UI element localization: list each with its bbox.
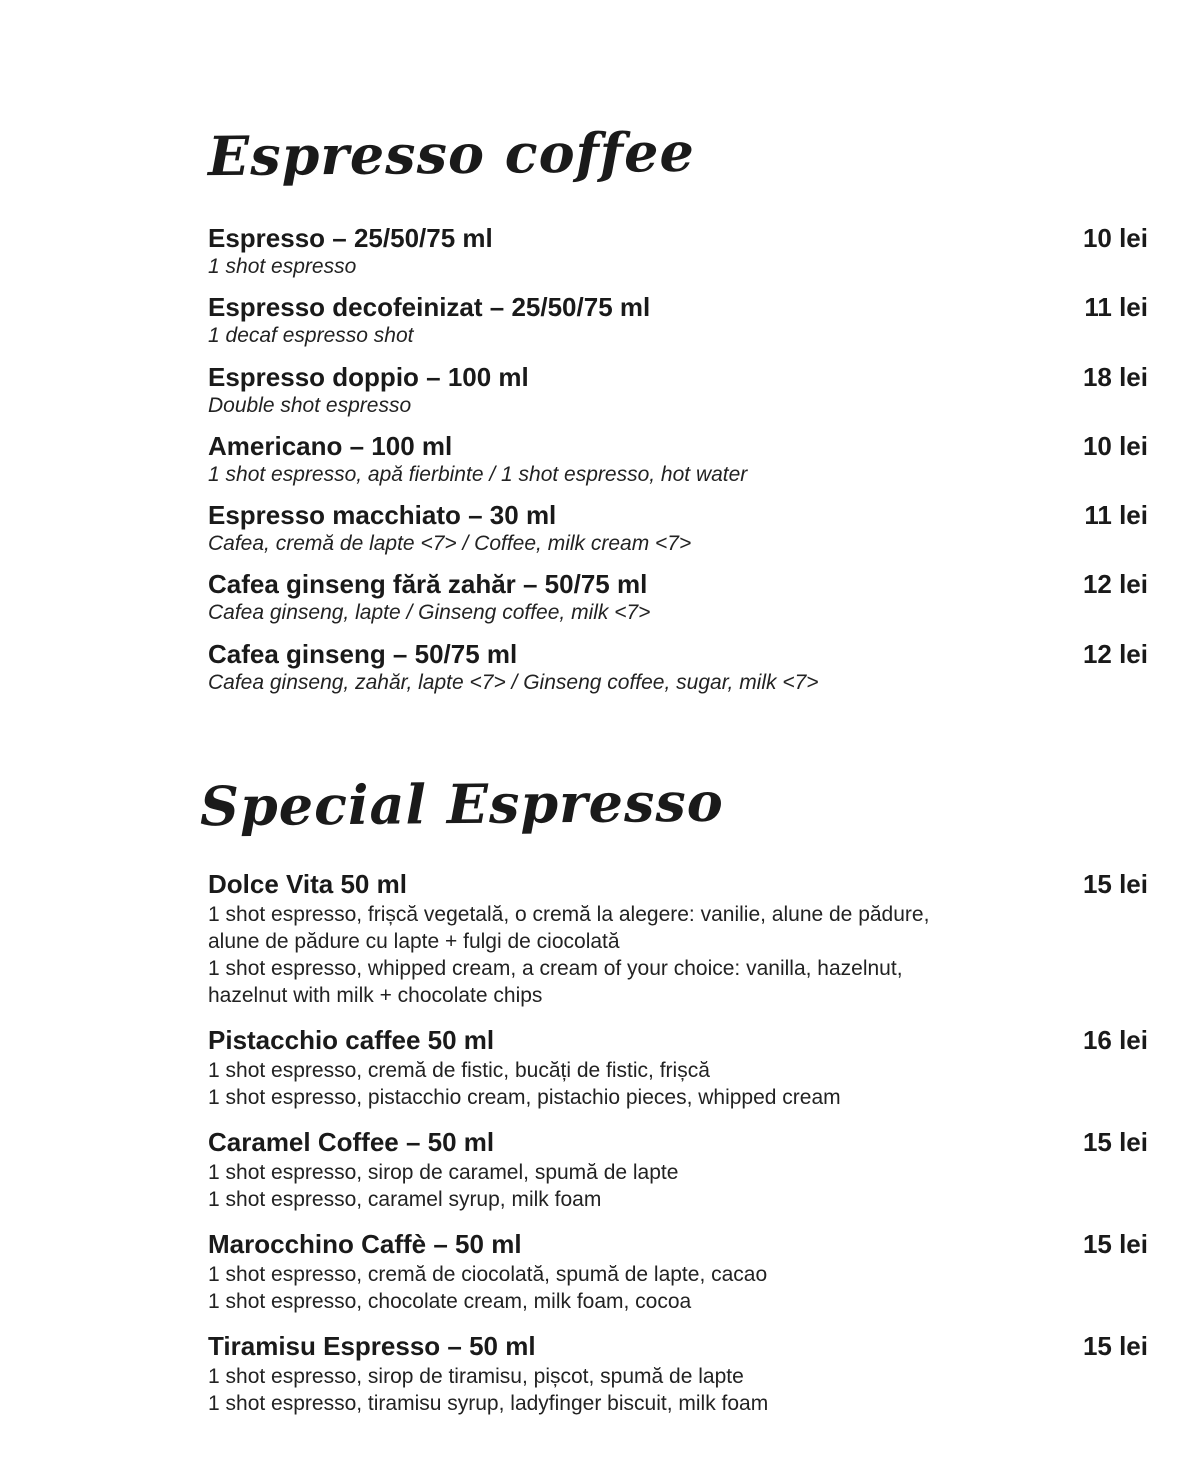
menu-item bbox=[208, 1329, 1148, 1417]
item-price: 15 lei bbox=[1082, 1229, 1148, 1259]
menu-item bbox=[208, 1125, 1148, 1213]
item-name: Espresso decofeinizat – 25/50/75 ml bbox=[208, 292, 651, 323]
menu-item bbox=[208, 1227, 1148, 1315]
item-price: 16 lei bbox=[1082, 1025, 1148, 1055]
section-title-special-espresso: Special Espresso bbox=[199, 769, 725, 839]
item-description: Cafea ginseng, zahăr, lapte <7> / Ginseng coffee, sugar, milk <7> bbox=[208, 670, 819, 694]
item-description-ro: 1 shot espresso, cremă de fistic, bucăți de fistic, frișcă bbox=[208, 1059, 710, 1082]
menu-list-espresso-coffee bbox=[208, 221, 1148, 706]
item-name: Espresso macchiato – 30 ml bbox=[208, 500, 557, 531]
item-name: Tiramisu Espresso – 50 ml bbox=[208, 1331, 536, 1361]
item-description-en: 1 shot espresso, pistacchio cream, pistachio pieces, whipped cream bbox=[208, 1086, 841, 1109]
item-price: 12 lei bbox=[1082, 638, 1148, 669]
item-description-en: 1 shot espresso, caramel syrup, milk foam bbox=[208, 1188, 602, 1211]
menu-item bbox=[208, 567, 1148, 636]
menu-list-special-espresso bbox=[208, 867, 1148, 1431]
item-name: Caramel Coffee – 50 ml bbox=[208, 1127, 495, 1157]
item-price: 10 lei bbox=[1082, 430, 1148, 461]
item-description: Double shot espresso bbox=[208, 393, 412, 417]
item-price: 10 lei bbox=[1082, 223, 1148, 253]
item-description: 1 shot espresso bbox=[208, 255, 357, 278]
item-description-ro: 1 shot espresso, sirop de caramel, spumă de lapte bbox=[208, 1161, 679, 1184]
item-price: 18 lei bbox=[1082, 361, 1148, 392]
item-price: 15 lei bbox=[1082, 1127, 1148, 1157]
item-description-ro: alune de pădure cu lapte + fulgi de ciocolată bbox=[208, 930, 620, 953]
item-name: Marocchino Caffè – 50 ml bbox=[208, 1229, 522, 1259]
menu-item bbox=[208, 360, 1148, 429]
menu-item bbox=[208, 429, 1148, 498]
item-description: Cafea ginseng, lapte / Ginseng coffee, milk <7> bbox=[208, 601, 651, 625]
item-name: Espresso – 25/50/75 ml bbox=[208, 223, 493, 253]
item-description: 1 shot espresso, apă fierbinte / 1 shot espresso, hot water bbox=[208, 462, 748, 486]
item-description-ro: 1 shot espresso, cremă de ciocolată, spumă de lapte, cacao bbox=[208, 1263, 768, 1286]
item-name: Pistacchio caffee 50 ml bbox=[208, 1025, 495, 1055]
item-price: 11 lei bbox=[1084, 292, 1148, 323]
item-description: Cafea, cremă de lapte <7> / Coffee, milk cream <7> bbox=[208, 532, 692, 556]
item-price: 11 lei bbox=[1084, 500, 1148, 531]
item-description-ro: 1 shot espresso, sirop de tiramisu, pișcot, spumă de lapte bbox=[208, 1365, 744, 1388]
item-name: Dolce Vita 50 ml bbox=[208, 869, 407, 899]
item-description-en: 1 shot espresso, tiramisu syrup, ladyfinger biscuit, milk foam bbox=[208, 1392, 769, 1415]
item-price: 15 lei bbox=[1082, 1331, 1148, 1361]
item-description-en: 1 shot espresso, chocolate cream, milk foam, cocoa bbox=[208, 1290, 692, 1313]
item-price: 12 lei bbox=[1082, 569, 1148, 600]
menu-item bbox=[208, 867, 1148, 1009]
item-name: Americano – 100 ml bbox=[208, 430, 453, 461]
section-title-espresso-coffee: Espresso coffee bbox=[207, 119, 696, 189]
item-description-en: 1 shot espresso, whipped cream, a cream of your choice: vanilla, hazelnut, bbox=[208, 957, 903, 980]
item-description: 1 decaf espresso shot bbox=[208, 324, 414, 348]
item-price: 15 lei bbox=[1082, 869, 1148, 899]
menu-item bbox=[208, 498, 1148, 567]
item-description-en: hazelnut with milk + chocolate chips bbox=[208, 984, 543, 1007]
item-name: Espresso doppio – 100 ml bbox=[208, 361, 529, 392]
menu-item bbox=[208, 1023, 1148, 1111]
item-name: Cafea ginseng – 50/75 ml bbox=[208, 638, 518, 669]
menu-item bbox=[208, 637, 1148, 706]
menu-item bbox=[208, 290, 1148, 359]
item-name: Cafea ginseng fără zahăr – 50/75 ml bbox=[208, 569, 648, 600]
item-description-ro: 1 shot espresso, frișcă vegetală, o cremă la alegere: vanilie, alune de pădure, bbox=[208, 903, 930, 926]
menu-item bbox=[208, 221, 1148, 290]
